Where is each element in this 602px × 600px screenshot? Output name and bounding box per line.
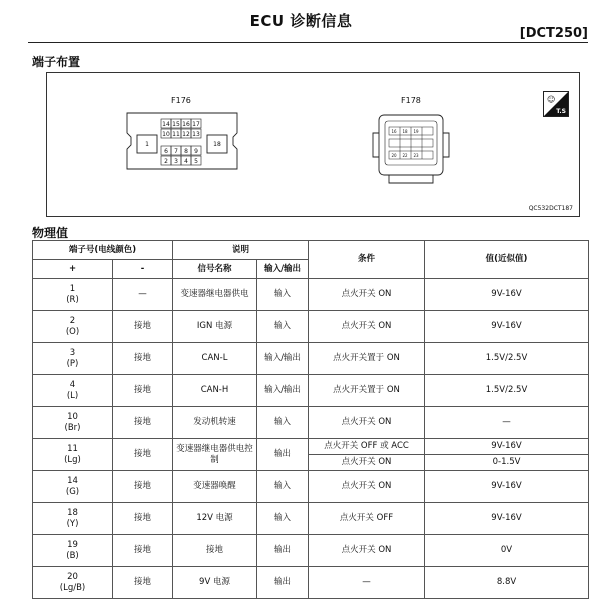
f176-pin: 13 xyxy=(192,131,200,138)
f176-pin: 9 xyxy=(194,148,198,155)
connector-drawings xyxy=(47,73,579,216)
io-cell: 输出 xyxy=(257,439,309,471)
value-cell: 1.5V/2.5V xyxy=(425,343,589,375)
signal-name-cell: CAN-L xyxy=(173,343,257,375)
terminal-plus-cell xyxy=(33,567,113,599)
signal-name-cell: 接地 xyxy=(173,535,257,567)
f176-pin: 12 xyxy=(182,131,190,138)
wire-color: (R) xyxy=(66,294,79,305)
condition-cell: 点火开关 OFF 或 ACC xyxy=(309,439,425,455)
f178-pin: 16 xyxy=(391,129,397,134)
header-description: 说明 xyxy=(173,241,309,260)
terminal-plus-cell xyxy=(33,535,113,567)
signal-name-cell: 9V 电源 xyxy=(173,567,257,599)
header-condition: 条件 xyxy=(309,241,425,279)
physical-values-table xyxy=(32,240,589,599)
f178-connector xyxy=(373,115,449,183)
value-cell: 9V-16V xyxy=(425,311,589,343)
condition-cell: — xyxy=(309,567,425,599)
table-row xyxy=(33,311,589,343)
section-values-title: 物理值 xyxy=(32,226,69,240)
terminal-number: 20 xyxy=(67,571,78,582)
terminal-minus-cell: 接地 xyxy=(113,567,173,599)
section-layout-title: 端子布置 xyxy=(32,55,81,69)
wire-color: (P) xyxy=(66,358,79,369)
f176-pin: 10 xyxy=(162,131,170,138)
terminal-number: 18 xyxy=(67,507,78,518)
terminal-plus-cell xyxy=(33,311,113,343)
f176-pin: 8 xyxy=(184,148,188,155)
terminal-number: 14 xyxy=(67,475,78,486)
terminal-minus-cell: 接地 xyxy=(113,535,173,567)
table-row xyxy=(33,343,589,375)
ts-label: T.S xyxy=(556,108,566,115)
condition-cell: 点火开关 OFF xyxy=(309,503,425,535)
f176-pin: 2 xyxy=(164,158,168,165)
condition-cell: 点火开关 ON xyxy=(309,455,425,471)
f178-pin: 19 xyxy=(413,129,419,134)
f178-pin: 23 xyxy=(413,153,419,158)
value-cell: 9V-16V xyxy=(425,439,589,455)
table-row xyxy=(33,535,589,567)
terminal-number: 4 xyxy=(69,379,76,390)
condition-cell: 点火开关 ON xyxy=(309,407,425,439)
terminal-number: 19 xyxy=(67,539,78,550)
signal-name-cell: 变速器唤醒 xyxy=(173,471,257,503)
terminal-minus-cell: 接地 xyxy=(113,407,173,439)
value-cell: 0-1.5V xyxy=(425,455,589,471)
signal-name-cell: 变速器继电器供电控制 xyxy=(173,439,257,471)
value-cell: — xyxy=(425,407,589,439)
terminal-plus-cell xyxy=(33,375,113,407)
table-row xyxy=(33,407,589,439)
terminal-minus-cell: 接地 xyxy=(113,471,173,503)
terminal-plus-cell xyxy=(33,471,113,503)
condition-cell: 点火开关 ON xyxy=(309,471,425,503)
signal-name-cell: CAN-H xyxy=(173,375,257,407)
condition-cell: 点火开关 ON xyxy=(309,535,425,567)
condition-cell: 点火开关 ON xyxy=(309,279,425,311)
terminal-number: 3 xyxy=(69,347,76,358)
f176-pin: 14 xyxy=(162,121,170,128)
table-body xyxy=(33,279,589,599)
table-row xyxy=(33,567,589,599)
io-cell: 输入 xyxy=(257,311,309,343)
value-cell: 9V-16V xyxy=(425,279,589,311)
terminal-plus-cell xyxy=(33,279,113,311)
terminal-plus-cell xyxy=(33,439,113,471)
table-row xyxy=(33,471,589,503)
header-io: 输入/输出 xyxy=(257,260,309,279)
f176-pin: 6 xyxy=(164,148,168,155)
signal-name-cell: 变速器继电器供电 xyxy=(173,279,257,311)
header-terminal: 端子号(电线颜色) xyxy=(33,241,173,260)
header-minus: - xyxy=(113,260,173,279)
wire-color: (Lg) xyxy=(64,454,81,465)
wire-color: (Y) xyxy=(66,518,79,529)
value-cell: 8.8V xyxy=(425,567,589,599)
f176-pin: 17 xyxy=(192,121,200,128)
io-cell: 输入/输出 xyxy=(257,375,309,407)
f176-pin: 18 xyxy=(213,141,221,148)
terminal-minus-cell: 接地 xyxy=(113,439,173,471)
io-cell: 输入 xyxy=(257,471,309,503)
f176-pin: 15 xyxy=(172,121,180,128)
value-cell: 1.5V/2.5V xyxy=(425,375,589,407)
condition-cell: 点火开关 ON xyxy=(309,311,425,343)
value-cell: 0V xyxy=(425,535,589,567)
f176-pin: 3 xyxy=(174,158,178,165)
header-plus: + xyxy=(33,260,113,279)
value-cell: 9V-16V xyxy=(425,503,589,535)
f176-pin: 4 xyxy=(184,158,188,165)
signal-name-cell: 发动机转速 xyxy=(173,407,257,439)
f176-pin: 11 xyxy=(172,131,180,138)
wire-color: (Br) xyxy=(64,422,81,433)
terminal-plus-cell xyxy=(33,407,113,439)
header-signal: 信号名称 xyxy=(173,260,257,279)
f176-pin: 5 xyxy=(194,158,198,165)
table-row xyxy=(33,279,589,311)
f178-pin: 18 xyxy=(402,129,408,134)
f176-label: F176 xyxy=(171,96,191,105)
signal-name-cell: 12V 电源 xyxy=(173,503,257,535)
io-cell: 输出 xyxy=(257,535,309,567)
f178-pin: 22 xyxy=(402,153,408,158)
wire-color: (B) xyxy=(66,550,79,561)
io-cell: 输入 xyxy=(257,407,309,439)
header-value: 值(近似值) xyxy=(425,241,589,279)
terminal-minus-cell: 接地 xyxy=(113,375,173,407)
terminal-plus-cell xyxy=(33,503,113,535)
f178-label: F178 xyxy=(401,96,421,105)
table-row xyxy=(33,503,589,535)
terminal-minus-cell: 接地 xyxy=(113,343,173,375)
terminal-number: 10 xyxy=(67,411,78,422)
wire-color: (L) xyxy=(66,390,79,401)
wire-color: (O) xyxy=(65,326,80,337)
page-title: ECU 诊断信息 xyxy=(249,12,353,30)
f178-pin: 20 xyxy=(391,153,397,158)
io-cell: 输入/输出 xyxy=(257,343,309,375)
f176-pin: 7 xyxy=(174,148,178,155)
terminal-number: 11 xyxy=(67,443,78,454)
condition-cell: 点火开关置于 ON xyxy=(309,343,425,375)
terminal-plus-cell xyxy=(33,343,113,375)
terminal-number: 1 xyxy=(69,283,76,294)
terminal-minus-cell: 接地 xyxy=(113,311,173,343)
io-cell: 输出 xyxy=(257,567,309,599)
ts-icon: ☺ T.S xyxy=(543,91,569,117)
wire-color: (Lg/B) xyxy=(59,582,86,593)
terminal-diagram xyxy=(46,72,580,217)
figure-ref: QC532DCT187 xyxy=(528,205,573,212)
table-row xyxy=(33,375,589,407)
f176-pin: 16 xyxy=(182,121,190,128)
table-row xyxy=(33,439,589,455)
condition-cell: 点火开关置于 ON xyxy=(309,375,425,407)
header-rule xyxy=(28,42,588,43)
terminal-minus-cell: 接地 xyxy=(113,503,173,535)
signal-name-cell: IGN 电源 xyxy=(173,311,257,343)
f176-pin: 1 xyxy=(145,141,149,148)
terminal-minus-cell: — xyxy=(113,279,173,311)
model-tag: [DCT250] xyxy=(519,26,588,41)
io-cell: 输入 xyxy=(257,279,309,311)
wire-color: (G) xyxy=(65,486,80,497)
io-cell: 输入 xyxy=(257,503,309,535)
value-cell: 9V-16V xyxy=(425,471,589,503)
terminal-number: 2 xyxy=(69,315,76,326)
